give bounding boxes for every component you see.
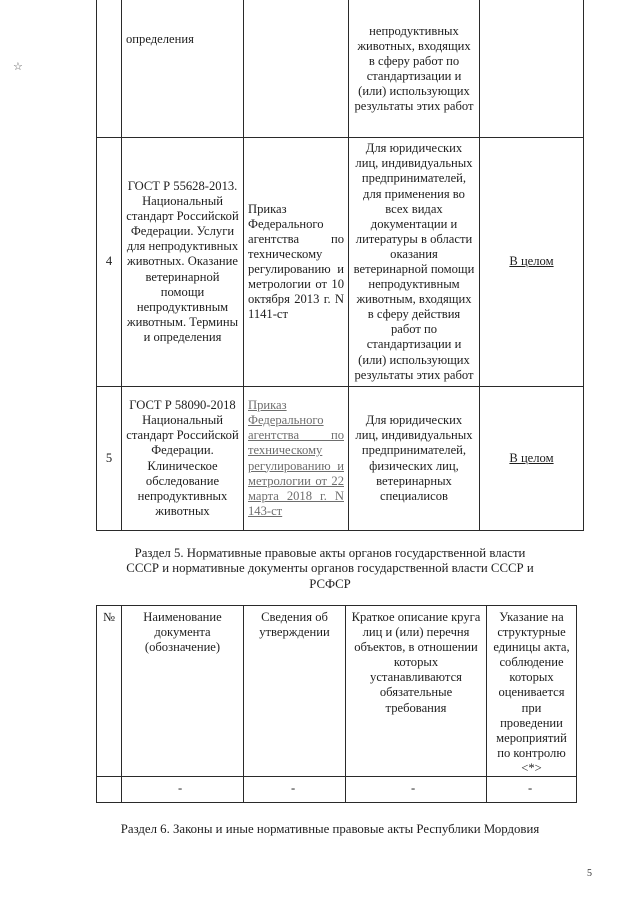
grid-line xyxy=(96,605,577,606)
grid-line xyxy=(96,802,577,803)
grid-line xyxy=(96,530,584,531)
header-number: № xyxy=(102,610,116,624)
row-5-name-cell xyxy=(122,387,243,530)
row-5-number: 5 xyxy=(105,450,113,465)
row-4-scope: Для юридических лиц, индивидуальных предпринимателей, для применения во всех видах документации и литературы в области оказания ветеринарной помощи непродуктивным животным, входящих в сферу действия работ по стандартизации и (или) использующих результаты этих работ xyxy=(353,141,475,382)
empty-cell-dash: - xyxy=(528,781,533,795)
header-approval: Сведения об утверждении xyxy=(259,610,330,640)
row-0-scope-cell xyxy=(349,24,479,136)
row-4-approval: Приказ Федерального агентства по техническому регулированию и метрологии от 10 октября 2013 г. N 1141-ст xyxy=(248,201,344,322)
row-4-indication: В целом xyxy=(509,254,554,269)
empty-cell-dash: - xyxy=(291,781,296,795)
row-5-scope-cell xyxy=(349,387,479,530)
row-4-scope-cell xyxy=(349,138,479,386)
row-0-name: определения xyxy=(126,32,194,46)
empty-cell-dash: - xyxy=(178,781,183,795)
grid-line xyxy=(96,776,577,777)
header-indication: Указание на структурные единицы акта, соблюдение которых оценивается при проведении мероприятий по контролю <*> xyxy=(493,610,570,774)
header-scope: Краткое описание круга лиц и (или) перечня объектов, в отношении которых устанавливаются обязательные требования xyxy=(351,610,481,715)
row-4-name-cell xyxy=(122,138,243,386)
section-6-title: Раздел 6. Законы и иные нормативные правовые акты Республики Мордовия xyxy=(120,822,540,836)
margin-scan-mark: ☆ xyxy=(13,61,23,73)
header-scope-cell xyxy=(346,610,486,770)
row-4-number: 4 xyxy=(105,254,113,269)
row-5-indication: В целом xyxy=(509,450,554,465)
page-number: 5 xyxy=(587,868,592,879)
row-4-indication-cell xyxy=(480,138,583,386)
row-4-name: ГОСТ Р 55628-2013. Национальный стандарт Российской Федерации. Услуги для непродуктивных животных. Оказание ветеринарной помощи непродуктивным животным. Термины и определения xyxy=(126,178,239,344)
row-5-indication-cell xyxy=(480,387,583,530)
header-approval-cell xyxy=(244,610,345,770)
grid-line xyxy=(576,605,577,803)
row-4-number-cell xyxy=(97,138,121,386)
row-5-scope: Для юридических лиц, индивидуальных предпринимателей, физических лиц, ветеринарных специалисов xyxy=(355,413,473,503)
header-indication-cell xyxy=(487,610,576,774)
row-5-number-cell xyxy=(97,387,121,530)
header-name-cell xyxy=(122,610,243,770)
row-5-approval: Приказ Федерального агентства по техническому регулированию и метрологии от 22 марта 2018 г. N 143-ст xyxy=(248,398,344,518)
row-4-approval-cell xyxy=(244,138,348,386)
row-5-name: ГОСТ Р 58090-2018 Национальный стандарт Российской Федерации. Клиническое обследование непродуктивных животных xyxy=(126,398,239,518)
row-0-name-cell xyxy=(122,32,243,136)
row-0-scope: непродуктивных животных, входящих в сферу работ по стандартизации и (или) использующих результаты этих работ xyxy=(354,24,474,114)
empty-cell-dash: - xyxy=(411,781,416,795)
row-5-approval-cell xyxy=(244,387,348,530)
header-number-cell xyxy=(97,610,121,770)
grid-line xyxy=(583,0,584,531)
header-name: Наименование документа (обозначение) xyxy=(143,610,222,655)
section-5-title: Раздел 5. Нормативные правовые акты органов государственной власти СССР и нормативные документы органов государственной власти СССР и РСФСР xyxy=(126,546,534,591)
